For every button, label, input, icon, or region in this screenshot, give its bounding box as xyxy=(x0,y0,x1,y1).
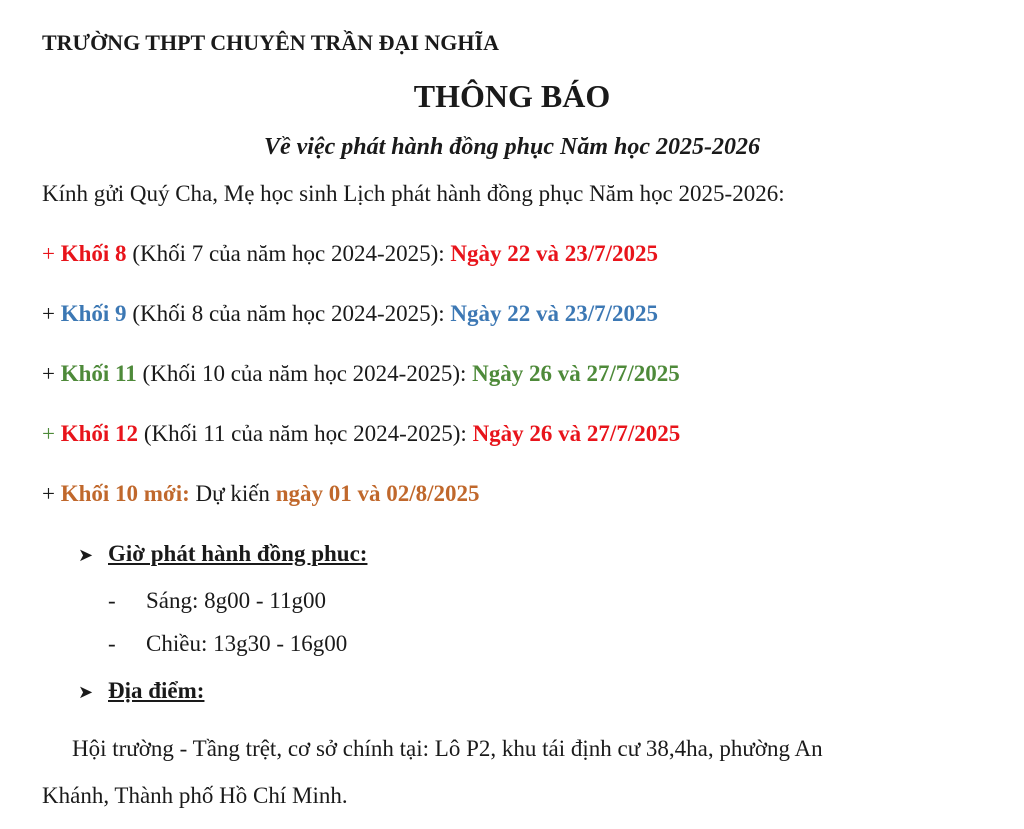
distribution-date: ngày 01 và 02/8/2025 xyxy=(275,481,480,506)
grade-detail: Dự kiến xyxy=(189,481,276,506)
hours-item-text: Sáng: 8g00 - 11g00 xyxy=(146,588,326,613)
grade-label: Khối 10 mới: xyxy=(60,481,190,506)
location-section-heading xyxy=(78,678,204,704)
schedule-row-khoi-12 xyxy=(42,421,680,447)
notice-subtitle: Về việc phát hành đồng phục Năm học 2025-2026 xyxy=(263,134,761,160)
arrow-bullet-icon: ➤ xyxy=(78,545,94,566)
location-heading: Địa điểm: xyxy=(108,678,205,703)
grade-label: Khối 11 xyxy=(60,361,137,386)
grade-detail: (Khối 8 của năm học 2024-2025): xyxy=(126,301,451,326)
row-prefix: + xyxy=(42,481,61,506)
arrow-bullet-icon: ➤ xyxy=(78,682,94,703)
grade-detail: (Khối 10 của năm học 2024-2025): xyxy=(136,361,473,386)
distribution-date: Ngày 26 và 27/7/2025 xyxy=(472,421,681,446)
distribution-date: Ngày 22 và 23/7/2025 xyxy=(450,241,659,266)
row-prefix: + xyxy=(42,361,61,386)
school-name: TRƯỜNG THPT CHUYÊN TRẦN ĐẠI NGHĨA xyxy=(42,30,499,55)
grade-label: Khối 9 xyxy=(60,301,127,326)
greeting: Kính gửi Quý Cha, Mẹ học sinh Lịch phát hành đồng phục Năm học 2025-2026: xyxy=(42,181,785,206)
hours-heading: Giờ phát hành đồng phuc: xyxy=(108,541,368,566)
location-line-1: Hội trường - Tầng trệt, cơ sở chính tại: Lô P2, khu tái định cư 38,4ha, phường An xyxy=(72,736,823,761)
schedule-row-khoi-10-moi xyxy=(42,481,480,507)
schedule-row-khoi-11 xyxy=(42,361,680,387)
row-prefix: + xyxy=(42,241,61,266)
row-prefix: + xyxy=(42,421,61,446)
hours-item-afternoon: - Chiều: 13g30 - 16g00 xyxy=(108,631,348,656)
hours-item-morning: - Sáng: 8g00 - 11g00 xyxy=(108,588,326,613)
schedule-row-khoi-8 xyxy=(42,241,658,267)
distribution-date: Ngày 26 và 27/7/2025 xyxy=(472,361,680,386)
row-prefix: + xyxy=(42,301,61,326)
schedule-row-khoi-9 xyxy=(42,301,658,327)
notice-title: THÔNG BÁO xyxy=(413,78,611,114)
location-line-2: Khánh, Thành phố Hồ Chí Minh. xyxy=(42,783,348,808)
grade-detail: (Khối 11 của năm học 2024-2025): xyxy=(138,421,473,446)
grade-detail: (Khối 7 của năm học 2024-2025): xyxy=(126,241,451,266)
grade-label: Khối 12 xyxy=(60,421,139,446)
distribution-date: Ngày 22 và 23/7/2025 xyxy=(450,301,659,326)
hours-item-text: Chiều: 13g30 - 16g00 xyxy=(146,631,348,656)
grade-label: Khối 8 xyxy=(60,241,127,266)
hours-section-heading xyxy=(78,541,367,567)
